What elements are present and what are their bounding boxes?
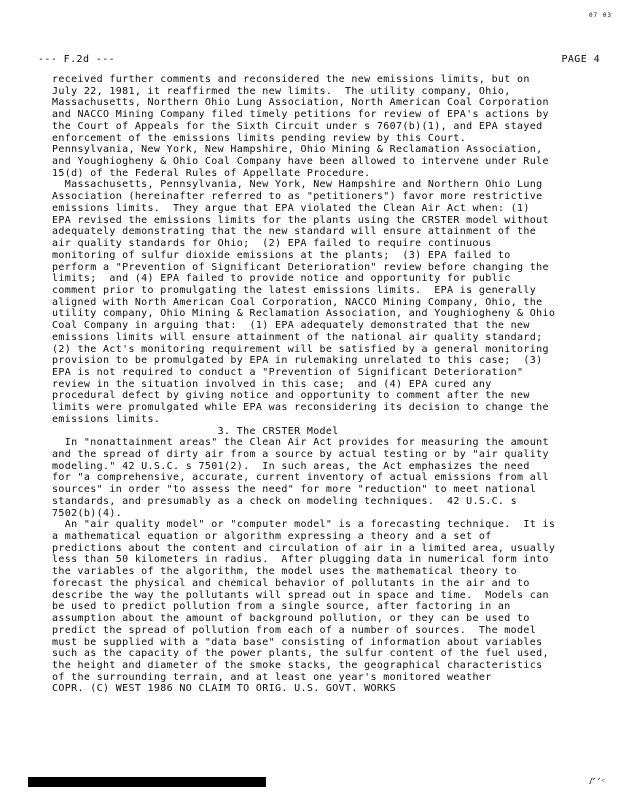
text-line: the variables of the algorithm, the model uses the mathematical theory to [52,566,518,578]
corner-mark: 07 03 [588,12,612,19]
text-line: emissions limits. They argue that EPA violated the Clean Air Act when: (1) [52,202,530,214]
text-line: Massachusetts, Pennsylvania, New York, New Hampshire and Northern Ohio Lung [52,179,543,191]
text-line: predict the spread of pollution from each of a number of sources. The model [52,624,537,636]
text-line: such as the capacity of the power plants, the sulfur content of the fuel used, [52,648,549,660]
text-line: enforcement of the emissions limits pending review by this Court. [52,132,467,144]
text-line: COPR. (C) WEST 1986 NO CLAIM TO ORIG. U.S. GOVT. WORKS [52,683,397,695]
text-line: 7502(b)(4). [52,507,123,519]
handwritten-mark: ꭍʼʼᶜ [588,777,606,786]
text-line: Association (hereinafter referred to as "petitioners") favor more restrictive [52,191,543,203]
text-line: Coal Company in arguing that: (1) EPA adequately demonstrated that the new [52,320,530,332]
text-line: comment prior to promulgating the latest emissions limits. EPA is generally [52,284,537,296]
text-line: be used to predict pollution from a single source, after factoring in an [52,601,511,613]
text-line: In "nonattainment areas" the Clean Air Act provides for measuring the amount [52,437,549,449]
text-line: modeling." 42 U.S.C. s 7501(2). In such areas, the Act emphasizes the need [52,460,530,472]
text-line: utility company, Ohio Mining & Reclamation Association, and Youghiogheny & Ohio [52,308,556,320]
text-line: procedural defect by giving notice and opportunity to comment after the new [52,390,530,402]
text-line: and NACCO Mining Company filed timely petitions for review of EPA's actions by [52,109,549,121]
page-number: PAGE 4 [561,54,600,65]
text-line: forecast the physical and chemical behavior of pollutants in the air and to [52,577,530,589]
text-line: 15(d) of the Federal Rules of Appellate Procedure. [52,167,371,179]
text-line: July 22, 1981, it reaffirmed the new limits. The utility company, Ohio, [52,85,511,97]
text-line: adequately demonstrating that the new standard will ensure attainment of the [52,226,537,238]
text-line: received further comments and reconsidered the new emissions limits, but on [52,74,530,85]
document-body [52,74,614,695]
redaction-bar [28,777,266,787]
text-line: limits; and (4) EPA failed to provide notice and opportunity for public [52,273,511,285]
text-line: less than 50 kilometers in radius. After plugging data in numerical form into [52,554,549,566]
text-line: EPA is not required to conduct a "Prevention of Significant Deterioration" [52,366,524,378]
text-line: perform a "Prevention of Significant Deterioration" review before changing the [52,261,549,273]
text-line: emissions limits will ensure attainment of the national air quality standard; [52,331,543,343]
text-line: EPA revised the emissions limits for the plants using the CRSTER model without [52,214,549,226]
text-line: Pennsylvania, New York, New Hampshire, Ohio Mining & Reclamation Association, [52,144,543,156]
text-line: aligned with North American Coal Corporation, NACCO Mining Company, Ohio, the [52,296,543,308]
text-line: (2) the Act's monitoring requirement will be satisfied by a general monitoring [52,343,549,355]
citation-header: --- F.2d --- [38,54,116,65]
text-line: predictions about the content and circulation of air in a limited area, usually [52,542,556,554]
text-line: and the spread of dirty air from a source by actual testing or by "air quality [52,449,549,460]
text-line: the Court of Appeals for the Sixth Circuit under s 7607(b)(1), and EPA stayed [52,120,543,132]
text-line: air quality standards for Ohio; (2) EPA failed to require continuous [52,238,492,250]
text-line: a mathematical equation or algorithm expressing a theory and a set of [52,531,492,543]
text-line: limits were promulgated while EPA was reconsidering its decision to change the [52,402,549,414]
page-header [38,54,600,66]
text-line: the height and diameter of the smoke stacks, the geographical characteristics [52,659,543,671]
text-line: An "air quality model" or "computer model" is a forecasting technique. It is [52,519,556,531]
text-line: must be supplied with a "data base" consisting of information about variables [52,636,543,648]
text-line: emissions limits. [52,413,161,425]
text-line: describe the way the pollutants will spread out in space and time. Models can [52,589,549,601]
text-line: standards, and presumably as a check on modeling techniques. 42 U.S.C. s [52,495,518,507]
text-line: for "a comprehensive, accurate, current inventory of actual emissions from all [52,472,549,484]
text-line: assumption about the amount of background pollution, or they can be used to [52,613,530,625]
text-line: review in the situation involved in this case; and (4) EPA cured any [52,378,492,390]
text-line: Massachusetts, Northern Ohio Lung Association, North American Coal Corporation [52,97,549,109]
text-line: and Youghiogheny & Ohio Coal Company have been allowed to intervene under Rule [52,156,549,168]
text-line: monitoring of sulfur dioxide emissions at the plants; (3) EPA failed to [52,249,511,261]
text-line: 3. The CRSTER Model [52,425,339,437]
text-line: of the surrounding terrain, and at least one year's monitored weather [52,671,492,683]
text-line: sources" in order "to assess the need" for more "reduction" to meet national [52,484,537,496]
text-line: provision to be promulgated by EPA in rulemaking unrelated to this case; (3) [52,355,543,367]
